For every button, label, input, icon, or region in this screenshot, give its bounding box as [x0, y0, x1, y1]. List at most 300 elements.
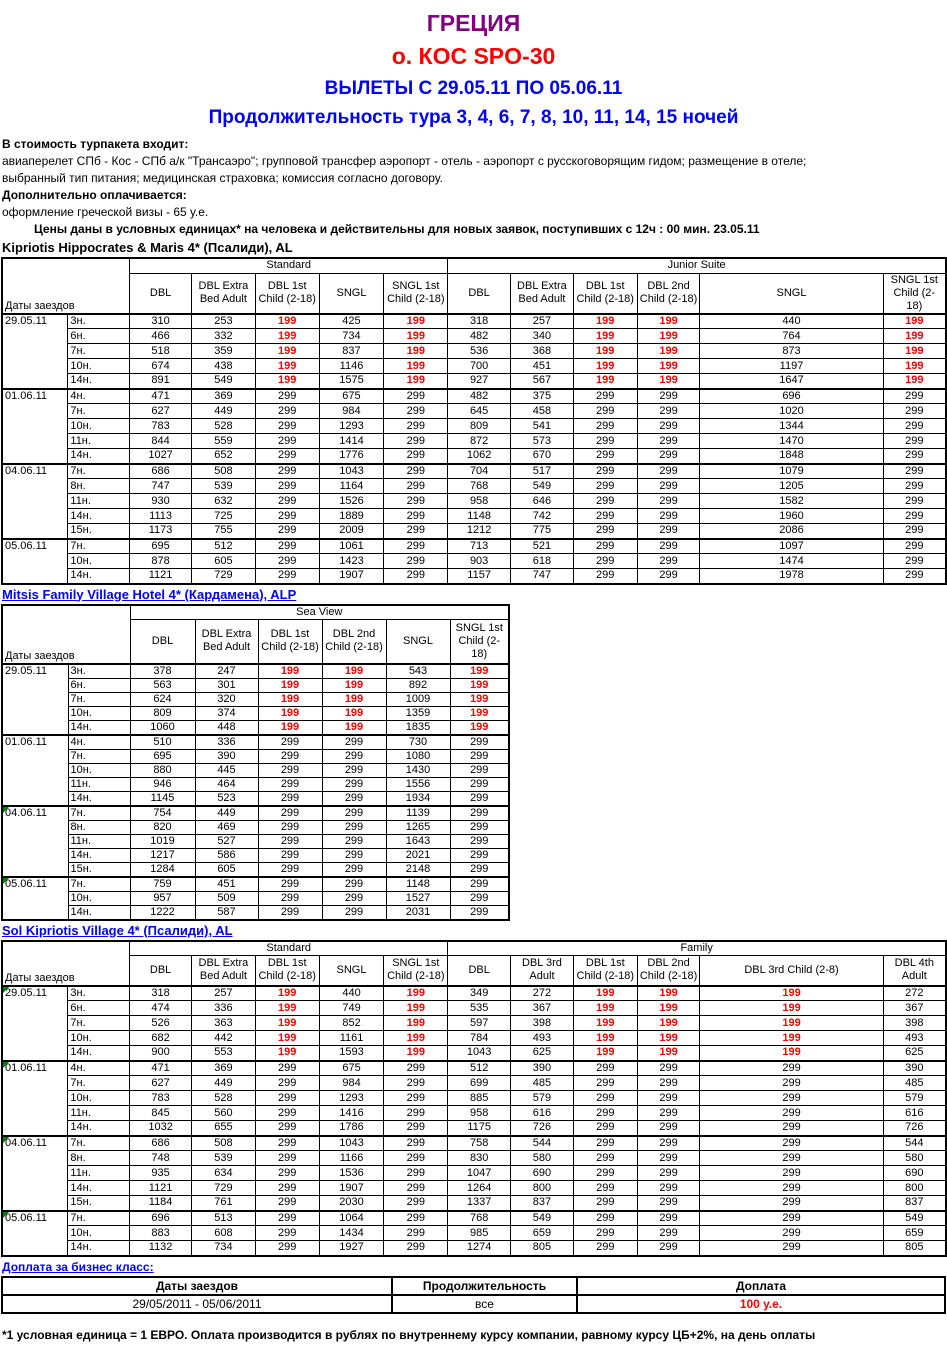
price-cell: 299 [322, 735, 386, 750]
nights-cell: 10н. [68, 359, 130, 374]
price-cell: 199 [322, 720, 386, 735]
price-cell: 367 [883, 1001, 946, 1016]
price-cell: 1217 [130, 848, 195, 862]
price-cell: 299 [573, 1136, 637, 1151]
price-cell: 1527 [386, 891, 450, 905]
price-cell: 695 [130, 749, 195, 763]
price-cell: 299 [384, 494, 448, 509]
price-cell: 199 [255, 359, 319, 374]
price-cell: 1526 [319, 494, 384, 509]
price-cell: 199 [384, 1031, 448, 1046]
price-cell: 247 [195, 664, 258, 679]
price-cell: 900 [130, 1046, 192, 1061]
price-cell: 616 [883, 1106, 946, 1121]
price-cell: 299 [573, 554, 637, 569]
price-cell: 1835 [386, 720, 450, 735]
price-cell: 1145 [130, 791, 195, 806]
nights-cell: 10н. [68, 891, 130, 905]
date-cell: 05.06.11 [2, 877, 68, 920]
price-column-header: SNGL [386, 620, 450, 664]
price-cell: 652 [191, 449, 255, 464]
price-cell: 299 [384, 1196, 448, 1211]
price-cell: 878 [130, 554, 192, 569]
nights-cell: 10н. [68, 1091, 130, 1106]
price-cell: 567 [511, 374, 574, 389]
room-group-header: Family [448, 941, 946, 956]
price-cell: 199 [255, 344, 319, 359]
price-cell: 696 [130, 1211, 192, 1226]
price-cell: 299 [450, 735, 509, 750]
nights-cell: 7н. [68, 1076, 130, 1091]
price-cell: 199 [258, 692, 322, 706]
price-cell: 369 [192, 1061, 256, 1076]
price-cell: 299 [255, 479, 319, 494]
price-cell: 199 [384, 344, 448, 359]
price-cell: 510 [130, 735, 195, 750]
price-cell: 449 [192, 1076, 256, 1091]
nights-cell: 7н. [68, 1136, 130, 1151]
price-cell: 299 [573, 404, 637, 419]
biz-dates-value: 29/05/2011 - 05/06/2011 [2, 1295, 392, 1313]
price-cell: 299 [450, 777, 509, 791]
price-column-header: DBL 1st Child (2-18) [573, 956, 637, 986]
price-cell: 299 [322, 777, 386, 791]
included-label: В стоимость турпакета входит: [2, 137, 189, 151]
price-cell: 563 [130, 678, 195, 692]
price-column-header: DBL 1st Child (2-18) [255, 956, 319, 986]
price-cell: 299 [384, 1106, 448, 1121]
price-cell: 299 [573, 1226, 637, 1241]
date-cell: 04.06.11 [2, 1136, 68, 1211]
price-cell: 1113 [130, 509, 192, 524]
price-cell: 448 [195, 720, 258, 735]
price-cell: 299 [450, 877, 509, 892]
price-cell: 608 [192, 1226, 256, 1241]
price-cell: 299 [637, 1196, 700, 1211]
price-cell: 299 [384, 479, 448, 494]
price-cell: 299 [255, 1226, 319, 1241]
price-cell: 509 [195, 891, 258, 905]
price-cell: 1064 [319, 1211, 384, 1226]
price-cell: 199 [637, 1001, 700, 1016]
price-column-header: DBL 2nd Child (2-18) [322, 620, 386, 664]
flight-dates-title: ВЫЛЕТЫ С 29.05.11 ПО 05.06.11 [324, 78, 623, 99]
price-cell: 299 [255, 1106, 319, 1121]
price-cell: 398 [511, 1016, 574, 1031]
price-cell: 1175 [448, 1121, 511, 1136]
price-cell: 299 [573, 494, 637, 509]
price-cell: 390 [883, 1061, 946, 1076]
price-cell: 587 [195, 905, 258, 920]
price-cell: 299 [255, 464, 319, 479]
price-cell: 374 [195, 706, 258, 720]
hotel-heading[interactable]: Sol Kipriotis Village 4* (Псалиди), AL [2, 922, 233, 938]
price-cell: 199 [883, 359, 946, 374]
price-cell: 299 [637, 1211, 700, 1226]
price-cell: 253 [191, 314, 255, 329]
date-cell: 04.06.11 [2, 464, 68, 539]
price-cell: 1032 [130, 1121, 192, 1136]
price-cell: 299 [573, 464, 637, 479]
comment-marker-icon [3, 1212, 9, 1218]
price-cell: 704 [448, 464, 511, 479]
price-cell: 299 [883, 404, 946, 419]
price-cell: 299 [258, 763, 322, 777]
price-cell: 466 [130, 329, 192, 344]
price-cell: 299 [573, 1166, 637, 1181]
price-cell: 616 [511, 1106, 574, 1121]
price-cell: 299 [384, 1211, 448, 1226]
price-cell: 199 [637, 329, 700, 344]
price-cell: 299 [384, 464, 448, 479]
price-cell: 299 [255, 1241, 319, 1256]
price-cell: 299 [322, 806, 386, 821]
price-cell: 368 [511, 344, 574, 359]
price-cell: 299 [700, 1166, 883, 1181]
price-cell: 783 [130, 419, 192, 434]
price-cell: 299 [637, 389, 700, 404]
price-cell: 1184 [130, 1196, 192, 1211]
price-cell: 299 [255, 1166, 319, 1181]
price-cell: 880 [130, 763, 195, 777]
nights-cell: 14н. [68, 509, 130, 524]
price-cell: 837 [319, 344, 384, 359]
price-cell: 299 [322, 905, 386, 920]
price-cell: 1146 [319, 359, 384, 374]
price-cell: 299 [258, 777, 322, 791]
price-cell: 199 [637, 986, 700, 1001]
price-cell: 438 [191, 359, 255, 374]
price-table [1, 604, 510, 921]
price-cell: 1139 [386, 806, 450, 821]
price-cell: 299 [700, 1211, 883, 1226]
price-cell: 299 [384, 1076, 448, 1091]
price-cell: 958 [448, 494, 511, 509]
nights-cell: 11н. [68, 494, 130, 509]
price-cell: 257 [192, 986, 256, 1001]
price-cell: 199 [322, 664, 386, 679]
price-cell: 1593 [319, 1046, 384, 1061]
price-cell: 903 [448, 554, 511, 569]
price-cell: 299 [883, 449, 946, 464]
price-cell: 469 [195, 820, 258, 834]
nights-cell: 11н. [68, 834, 130, 848]
price-cell: 378 [130, 664, 195, 679]
price-cell: 768 [448, 479, 511, 494]
price-cell: 690 [511, 1166, 574, 1181]
price-cell: 659 [511, 1226, 574, 1241]
nights-cell: 14н. [68, 374, 130, 389]
price-cell: 299 [573, 449, 637, 464]
price-cell: 1434 [319, 1226, 384, 1241]
price-cell: 199 [573, 329, 637, 344]
price-column-header: DBL [130, 620, 195, 664]
price-cell: 544 [511, 1136, 574, 1151]
price-cell: 199 [322, 692, 386, 706]
price-cell: 299 [384, 1181, 448, 1196]
price-cell: 199 [700, 1031, 883, 1046]
price-cell: 299 [573, 479, 637, 494]
price-cell: 541 [511, 419, 574, 434]
nights-cell: 14н. [68, 905, 130, 920]
price-cell: 299 [637, 449, 700, 464]
price-cell: 299 [255, 1076, 319, 1091]
price-cell: 299 [637, 1061, 700, 1076]
price-cell: 199 [384, 1016, 448, 1031]
date-cell: 01.06.11 [2, 735, 68, 806]
price-cell: 299 [637, 554, 700, 569]
price-cell: 1121 [130, 1181, 192, 1196]
price-cell: 1416 [319, 1106, 384, 1121]
price-cell: 199 [255, 314, 319, 329]
nights-cell: 11н. [68, 777, 130, 791]
nights-cell: 10н. [68, 706, 130, 720]
business-class-link[interactable]: Доплата за бизнес класс: [2, 1259, 154, 1274]
price-cell: 820 [130, 820, 195, 834]
price-cell: 508 [191, 464, 255, 479]
price-cell: 725 [191, 509, 255, 524]
price-cell: 517 [511, 464, 574, 479]
price-cell: 749 [319, 1001, 384, 1016]
hotel-heading[interactable]: Mitsis Family Village Hotel 4* (Кардамена), ALP [2, 586, 297, 602]
price-cell: 930 [130, 494, 192, 509]
nights-cell: 8н. [68, 820, 130, 834]
price-cell: 632 [191, 494, 255, 509]
price-cell: 299 [700, 1241, 883, 1256]
price-cell: 299 [384, 554, 448, 569]
price-cell: 730 [386, 735, 450, 750]
price-cell: 699 [448, 1076, 511, 1091]
price-cell: 299 [255, 1181, 319, 1196]
price-cell: 299 [384, 1241, 448, 1256]
price-cell: 299 [255, 554, 319, 569]
price-cell: 1423 [319, 554, 384, 569]
price-cell: 784 [448, 1031, 511, 1046]
price-cell: 299 [573, 1211, 637, 1226]
price-cell: 199 [883, 344, 946, 359]
price-cell: 199 [255, 1001, 319, 1016]
date-cell: 05.06.11 [2, 1211, 68, 1256]
price-cell: 299 [258, 749, 322, 763]
price-cell: 539 [192, 1151, 256, 1166]
price-column-header: SNGL [700, 273, 883, 314]
price-cell: 299 [883, 494, 946, 509]
price-cell: 1148 [386, 877, 450, 892]
price-cell: 299 [883, 479, 946, 494]
price-cell: 872 [448, 434, 511, 449]
price-cell: 1060 [130, 720, 195, 735]
price-cell: 199 [384, 314, 448, 329]
price-cell: 625 [511, 1046, 574, 1061]
price-cell: 755 [191, 524, 255, 539]
price-cell: 625 [883, 1046, 946, 1061]
price-cell: 299 [258, 820, 322, 834]
price-cell: 299 [255, 449, 319, 464]
included-line-2: выбранный тип питания; медицинская страховка; комиссия согласно договору. [2, 171, 443, 185]
nights-cell: 6н. [68, 1001, 130, 1016]
nights-cell: 11н. [68, 1106, 130, 1121]
price-cell: 1027 [130, 449, 192, 464]
price-cell: 199 [450, 720, 509, 735]
hotel-heading: Kipriotis Hippocrates & Maris 4* (Псалиди), AL [2, 240, 293, 255]
price-cell: 299 [450, 891, 509, 905]
price-cell: 349 [448, 986, 511, 1001]
price-cell: 580 [511, 1151, 574, 1166]
price-cell: 2009 [319, 524, 384, 539]
price-cell: 560 [192, 1106, 256, 1121]
price-cell: 1337 [448, 1196, 511, 1211]
price-column-header: SNGL [319, 956, 384, 986]
price-cell: 299 [258, 862, 322, 877]
price-cell: 336 [192, 1001, 256, 1016]
price-cell: 299 [883, 539, 946, 554]
price-cell: 1164 [319, 479, 384, 494]
price-cell: 332 [191, 329, 255, 344]
price-cell: 696 [700, 389, 883, 404]
room-group-header: Sea View [130, 605, 509, 620]
price-cell: 199 [450, 692, 509, 706]
price-cell: 336 [195, 735, 258, 750]
price-cell: 800 [883, 1181, 946, 1196]
nights-cell: 7н. [68, 344, 130, 359]
price-cell: 299 [637, 419, 700, 434]
price-cell: 199 [637, 344, 700, 359]
price-cell: 299 [322, 749, 386, 763]
price-cell: 1575 [319, 374, 384, 389]
nights-cell: 10н. [68, 1226, 130, 1241]
price-cell: 299 [637, 479, 700, 494]
price-cell: 299 [637, 539, 700, 554]
price-column-header: DBL 3rd Child (2-8) [700, 956, 883, 986]
price-cell: 199 [255, 374, 319, 389]
price-cell: 1205 [700, 479, 883, 494]
price-cell: 451 [511, 359, 574, 374]
price-cell: 579 [511, 1091, 574, 1106]
price-cell: 299 [637, 509, 700, 524]
price-cell: 199 [637, 314, 700, 329]
price-cell: 299 [322, 848, 386, 862]
price-cell: 1047 [448, 1166, 511, 1181]
price-cell: 199 [883, 374, 946, 389]
price-cell: 695 [130, 539, 192, 554]
price-cell: 474 [130, 1001, 192, 1016]
price-cell: 299 [258, 806, 322, 821]
price-cell: 659 [883, 1226, 946, 1241]
price-cell: 199 [637, 374, 700, 389]
price-cell: 299 [573, 1151, 637, 1166]
price-column-header: DBL Extra Bed Adult [191, 273, 255, 314]
price-cell: 809 [130, 706, 195, 720]
price-cell: 445 [195, 763, 258, 777]
price-cell: 299 [883, 509, 946, 524]
price-cell: 1043 [319, 1136, 384, 1151]
price-cell: 535 [448, 1001, 511, 1016]
nights-cell: 3н. [68, 986, 130, 1001]
price-cell: 521 [511, 539, 574, 554]
price-cell: 299 [450, 763, 509, 777]
price-cell: 299 [258, 891, 322, 905]
date-cell: 29.05.11 [2, 314, 68, 389]
price-cell: 299 [450, 848, 509, 862]
price-cell: 299 [637, 434, 700, 449]
price-cell: 2030 [319, 1196, 384, 1211]
price-cell: 299 [255, 1196, 319, 1211]
price-cell: 299 [573, 1121, 637, 1136]
price-cell: 1043 [448, 1046, 511, 1061]
price-cell: 299 [637, 1181, 700, 1196]
price-cell: 1079 [700, 464, 883, 479]
price-cell: 764 [700, 329, 883, 344]
price-cell: 2148 [386, 862, 450, 877]
price-cell: 1776 [319, 449, 384, 464]
biz-duration-value: все [392, 1295, 577, 1313]
price-cell: 1157 [448, 569, 511, 584]
price-cell: 1061 [319, 539, 384, 554]
nights-cell: 7н. [68, 1211, 130, 1226]
price-cell: 726 [883, 1121, 946, 1136]
price-cell: 1062 [448, 449, 511, 464]
price-cell: 580 [883, 1151, 946, 1166]
price-cell: 299 [700, 1151, 883, 1166]
date-cell: 01.06.11 [2, 389, 68, 464]
price-cell: 199 [573, 986, 637, 1001]
biz-surcharge-value: 100 у.е. [577, 1295, 945, 1313]
price-cell: 700 [448, 359, 511, 374]
price-cell: 299 [883, 554, 946, 569]
comment-marker-icon [3, 878, 9, 884]
price-cell: 299 [700, 1136, 883, 1151]
price-cell: 527 [195, 834, 258, 848]
nights-cell: 14н. [68, 1181, 130, 1196]
comment-marker-icon [3, 1137, 9, 1143]
nights-cell: 11н. [68, 434, 130, 449]
comment-marker-icon [3, 807, 9, 813]
price-cell: 340 [511, 329, 574, 344]
price-cell: 809 [448, 419, 511, 434]
price-cell: 299 [255, 569, 319, 584]
price-cell: 597 [448, 1016, 511, 1031]
nights-cell: 8н. [68, 1151, 130, 1166]
price-cell: 299 [384, 569, 448, 584]
price-cell: 199 [384, 1046, 448, 1061]
price-cell: 299 [573, 1061, 637, 1076]
price-cell: 518 [130, 344, 192, 359]
price-cell: 482 [448, 329, 511, 344]
comment-marker-icon [3, 987, 9, 993]
nights-cell: 14н. [68, 569, 130, 584]
price-cell: 299 [384, 1226, 448, 1241]
price-cell: 775 [511, 524, 574, 539]
price-cell: 299 [700, 1121, 883, 1136]
price-cell: 199 [573, 1046, 637, 1061]
price-cell: 299 [573, 1106, 637, 1121]
price-cell: 747 [511, 569, 574, 584]
price-cell: 363 [192, 1016, 256, 1031]
price-cell: 528 [191, 419, 255, 434]
price-column-header: DBL [448, 956, 511, 986]
price-cell: 199 [384, 374, 448, 389]
price-cell: 758 [448, 1136, 511, 1151]
price-cell: 1212 [448, 524, 511, 539]
price-cell: 299 [883, 434, 946, 449]
price-cell: 528 [192, 1091, 256, 1106]
price-cell: 508 [192, 1136, 256, 1151]
price-cell: 449 [195, 806, 258, 821]
price-column-header: SNGL [319, 273, 384, 314]
price-cell: 618 [511, 554, 574, 569]
price-cell: 674 [130, 359, 192, 374]
price-cell: 634 [192, 1166, 256, 1181]
